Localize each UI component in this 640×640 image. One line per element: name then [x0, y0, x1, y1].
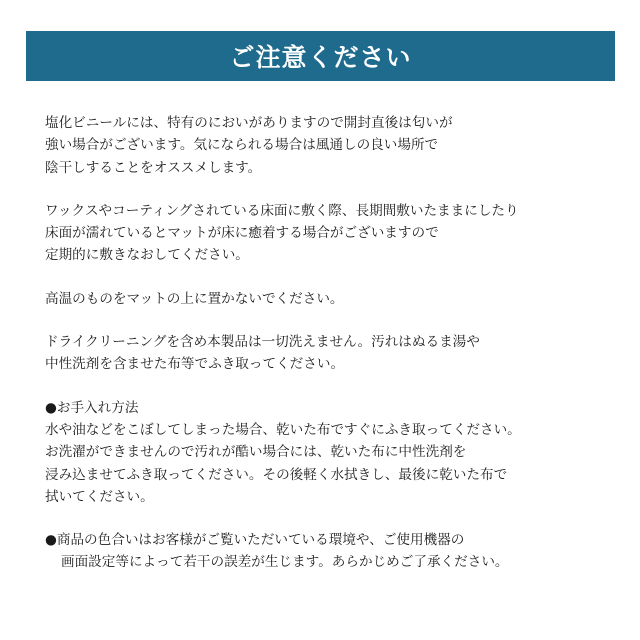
text-line: ドライクリーニングを含め本製品は一切洗えません。汚れはぬるま湯や	[45, 334, 480, 351]
text-line: 浸み込ませてふき取ってください。その後軽く水拭きし、最後に乾いた布で	[45, 466, 508, 483]
paragraph-care-method	[45, 397, 625, 508]
text-line: お洗濯ができませんので汚れが酷い場合には、乾いた布に中性洗剤を	[45, 444, 467, 461]
paragraph-floor	[45, 200, 625, 267]
text-line: 陰干しすることをオススメします。	[45, 159, 262, 176]
text-line: 水や油などをこぼしてしまった場合、乾いた布ですぐにふき取ってください。	[45, 421, 521, 438]
text-line: 床面が濡れているとマットが床に癒着する場合がございますので	[45, 225, 439, 242]
banner-title: ご注意ください	[229, 43, 412, 72]
text-line: ワックスやコーティングされている床面に敷く際、長期間敷いたままにしたり	[45, 202, 519, 219]
text-line: 塩化ビニールには、特有のにおいがありますので開封直後は匂いが	[45, 115, 453, 131]
text-line: 拭いてください。	[45, 488, 154, 505]
paragraph-odor	[45, 112, 625, 179]
color-note	[45, 529, 625, 574]
note-line: 画面設定等によって若干の誤差が生じます。あらかじめご了承ください。	[61, 554, 509, 571]
note-line: ●商品の色合いはお客様がご覧いただいている環境や、ご使用機器の	[45, 532, 465, 549]
notice-banner	[26, 31, 615, 81]
paragraph-washing	[45, 331, 625, 376]
text-line: 定期的に敷きなおしてください。	[45, 247, 249, 264]
text-line: 高温のものをマットの上に置かないでください。	[45, 290, 344, 307]
text-line: 強い場合がございます。気になられる場合は風通しの良い場所で	[45, 137, 439, 154]
text-line: 中性洗剤を含ませた布等でふき取ってください。	[45, 356, 345, 373]
paragraph-heat	[45, 288, 625, 310]
notice-content	[45, 112, 625, 595]
care-heading: ●お手入れ方法	[45, 399, 139, 416]
